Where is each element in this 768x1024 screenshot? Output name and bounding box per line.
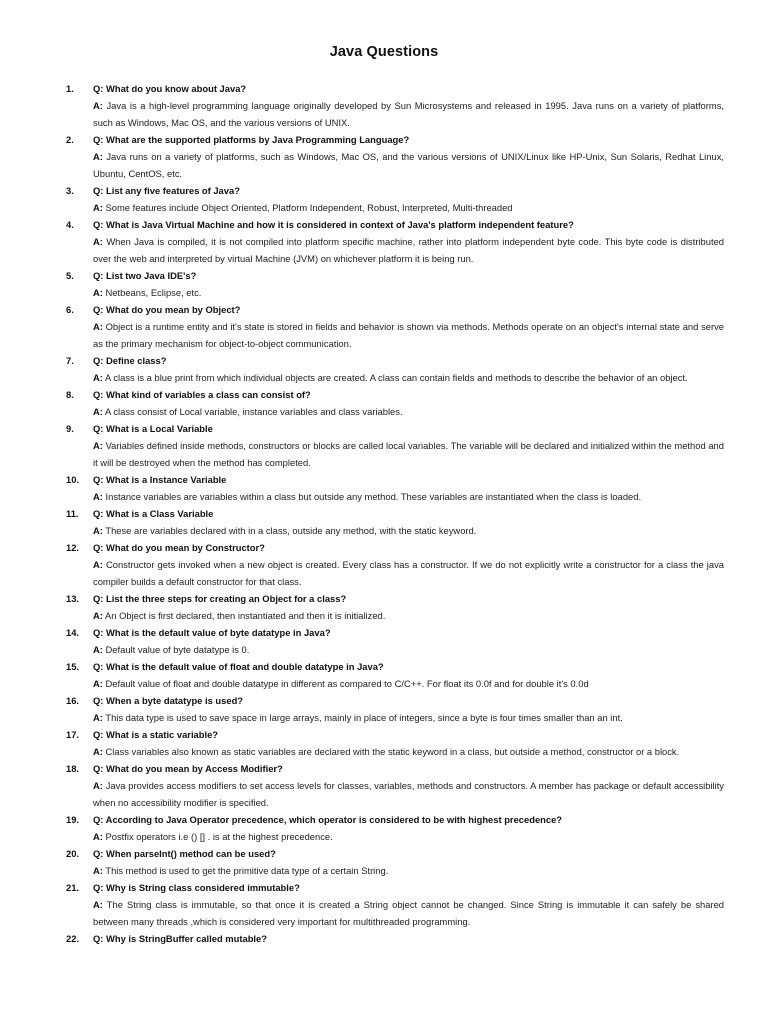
answer-block (93, 675, 724, 692)
question-text: Q: What do you know about Java? (93, 83, 247, 94)
answer-block (93, 148, 724, 182)
answer-prefix: A: (93, 610, 103, 621)
answer-prefix: A: (93, 287, 103, 298)
answer-prefix: A: (93, 865, 103, 876)
answer-text: Constructor gets invoked when a new object is created. Every class has a constructor. If we do not explicitly write a constructor for a class the java compiler builds a default constructor for that class. (93, 559, 725, 587)
answer-block (93, 828, 724, 845)
item-number: 12. (66, 542, 80, 553)
item-number: 20. (66, 848, 80, 859)
answer-text: Some features include Object Oriented, Platform Independent, Robust, Interpreted, Multi-threaded (105, 202, 513, 213)
question-text: Q: List any five features of Java? (93, 185, 240, 196)
answer-block (93, 743, 724, 760)
qa-item (66, 658, 724, 692)
question-text: Q: List two Java IDE's? (93, 270, 197, 281)
answer-block (93, 318, 724, 352)
qa-item (66, 879, 724, 930)
qa-item (66, 930, 724, 947)
answer-prefix: A: (93, 151, 103, 162)
item-number: 9. (66, 423, 74, 434)
qa-item (66, 182, 724, 216)
item-number: 7. (66, 355, 74, 366)
qa-item (66, 216, 724, 267)
qa-item (66, 505, 724, 539)
question-text: Q: What is the default value of byte datatype in Java? (93, 627, 331, 638)
answer-text: The String class is immutable, so that once it is created a String object cannot be changed. Since String is immutable it can safely be shared between many threads ,which is considered very important for multithreaded programming. (93, 899, 725, 927)
qa-item (66, 352, 724, 386)
item-number: 1. (66, 83, 74, 94)
qa-item (66, 420, 724, 471)
answer-block (93, 896, 724, 930)
item-number: 5. (66, 270, 74, 281)
answer-text: Instance variables are variables within a class but outside any method. These variables are instantiated when the class is loaded. (105, 491, 642, 502)
answer-text: Variables defined inside methods, constructors or blocks are called local variables. The variable will be declared and initialized within the method and it will be destroyed when the method has completed. (93, 440, 724, 468)
answer-block (93, 709, 724, 726)
item-number: 4. (66, 219, 74, 230)
answer-text: This data type is used to save space in large arrays, mainly in place of integers, since a byte is four times smaller than an int. (105, 712, 623, 723)
item-number: 17. (66, 729, 80, 740)
answer-block (93, 233, 724, 267)
question-text: Q: Why is StringBuffer called mutable? (93, 933, 267, 944)
qa-item (66, 267, 724, 301)
answer-prefix: A: (93, 644, 103, 655)
qa-item (66, 386, 724, 420)
item-number: 15. (66, 661, 80, 672)
answer-text: Default value of byte datatype is 0. (105, 644, 250, 655)
question-text: Q: What are the supported platforms by Java Programming Language? (93, 134, 410, 145)
question-text: Q: When parseInt() method can be used? (93, 848, 276, 859)
answer-block (93, 556, 724, 590)
question-text: Q: Why is String class considered immutable? (93, 882, 300, 893)
answer-block (93, 284, 724, 301)
qa-item (66, 811, 724, 845)
answer-prefix: A: (93, 100, 103, 111)
answer-prefix: A: (93, 559, 103, 570)
question-text: Q: What is a Instance Variable (93, 474, 227, 485)
item-number: 2. (66, 134, 74, 145)
answer-text: This method is used to get the primitive data type of a certain String. (105, 865, 389, 876)
answer-block (93, 607, 724, 624)
answer-prefix: A: (93, 202, 103, 213)
answer-prefix: A: (93, 372, 103, 383)
answer-prefix: A: (93, 406, 103, 417)
answer-block (93, 862, 724, 879)
qa-item (66, 471, 724, 505)
qa-item (66, 726, 724, 760)
item-number: 13. (66, 593, 80, 604)
answer-prefix: A: (93, 525, 103, 536)
item-number: 8. (66, 389, 74, 400)
answer-block (93, 97, 724, 131)
qa-item (66, 845, 724, 879)
page-title: Java Questions (329, 44, 439, 60)
item-number: 10. (66, 474, 80, 485)
answer-prefix: A: (93, 831, 103, 842)
question-text: Q: What is a Local Variable (93, 423, 213, 434)
item-number: 19. (66, 814, 80, 825)
item-number: 3. (66, 185, 74, 196)
answer-text: Default value of float and double datatype in different as compared to C/C++. For float its 0.0f and for double it's 0.0d (105, 678, 589, 689)
qa-item (66, 539, 724, 590)
answer-text: These are variables declared with in a class, outside any method, with the static keyword. (105, 525, 477, 536)
question-text: Q: What do you mean by Access Modifier? (93, 763, 283, 774)
question-text: Q: What is a static variable? (93, 729, 219, 740)
answer-text: Java runs on a variety of platforms, such as Windows, Mac OS, and the various versions of UNIX/Linux like HP-Unix, Sun Solaris, Redhat Linux, Ubuntu, CentOS, etc. (93, 151, 724, 179)
answer-prefix: A: (93, 712, 103, 723)
answer-text: A class consist of Local variable, instance variables and class variables. (105, 406, 403, 417)
answer-prefix: A: (93, 440, 103, 451)
answer-block (93, 777, 724, 811)
question-text: Q: Define class? (93, 355, 167, 366)
answer-prefix: A: (93, 678, 103, 689)
answer-text: When Java is compiled, it is not compiled into platform specific machine, rather into platform independent byte code. This byte code is distributed over the web and interpreted by virtual Machine (JVM) on whichever platform it is being run. (93, 236, 724, 264)
question-text: Q: What do you mean by Constructor? (93, 542, 265, 553)
item-number: 6. (66, 304, 74, 315)
qa-list (66, 80, 724, 947)
qa-item (66, 131, 724, 182)
question-text: Q: What is the default value of float and double datatype in Java? (93, 661, 384, 672)
qa-item (66, 301, 724, 352)
item-number: 14. (66, 627, 80, 638)
answer-block (93, 199, 724, 216)
item-number: 11. (66, 508, 79, 519)
question-text: Q: What kind of variables a class can consist of? (93, 389, 311, 400)
answer-prefix: A: (93, 321, 103, 332)
item-number: 21. (66, 882, 80, 893)
question-text: Q: What is a Class Variable (93, 508, 214, 519)
answer-text: Java is a high-level programming language originally developed by Sun Microsystems and released in 1995. Java runs on a variety of platforms, such as Windows, Mac OS, and the various versions of UNIX. (93, 100, 724, 128)
answer-block (93, 522, 724, 539)
answer-block (93, 437, 724, 471)
qa-item (66, 80, 724, 131)
answer-text: An Object is first declared, then instantiated and then it is initialized. (105, 610, 386, 621)
qa-item (66, 624, 724, 658)
question-text: Q: What do you mean by Object? (93, 304, 241, 315)
question-text: Q: What is Java Virtual Machine and how it is considered in context of Java's platform independent feature? (93, 219, 574, 230)
answer-prefix: A: (93, 491, 103, 502)
item-number: 18. (66, 763, 80, 774)
answer-text: A class is a blue print from which individual objects are created. A class can contain fields and methods to describe the behavior of an object. (105, 372, 688, 383)
answer-text: Class variables also known as static variables are declared with the static keyword in a class, but outside a method, constructor or a block. (105, 746, 680, 757)
qa-item (66, 590, 724, 624)
answer-block (93, 403, 724, 420)
item-number: 22. (66, 933, 80, 944)
question-text: Q: List the three steps for creating an Object for a class? (93, 593, 347, 604)
answer-prefix: A: (93, 746, 103, 757)
answer-text: Java provides access modifiers to set access levels for classes, variables, methods and constructors. A member has package or default accessibility when no accessibility modifier is specified. (93, 780, 724, 808)
question-text: Q: When a byte datatype is used? (93, 695, 244, 706)
answer-text: Postfix operators i.e () [] . is at the highest precedence. (105, 831, 333, 842)
answer-block (93, 641, 724, 658)
answer-prefix: A: (93, 899, 103, 910)
answer-block (93, 488, 724, 505)
answer-block (93, 369, 724, 386)
answer-prefix: A: (93, 236, 103, 247)
answer-text: Netbeans, Eclipse, etc. (105, 287, 202, 298)
qa-item (66, 760, 724, 811)
item-number: 16. (66, 695, 80, 706)
question-text: Q: According to Java Operator precedence, which operator is considered to be with highest precedence? (93, 814, 563, 825)
answer-text: Object is a runtime entity and it's state is stored in fields and behavior is shown via methods. Methods operate on an object's internal state and serve as the primary mechanism for object-to-object communication. (93, 321, 725, 349)
qa-item (66, 692, 724, 726)
answer-prefix: A: (93, 780, 103, 791)
